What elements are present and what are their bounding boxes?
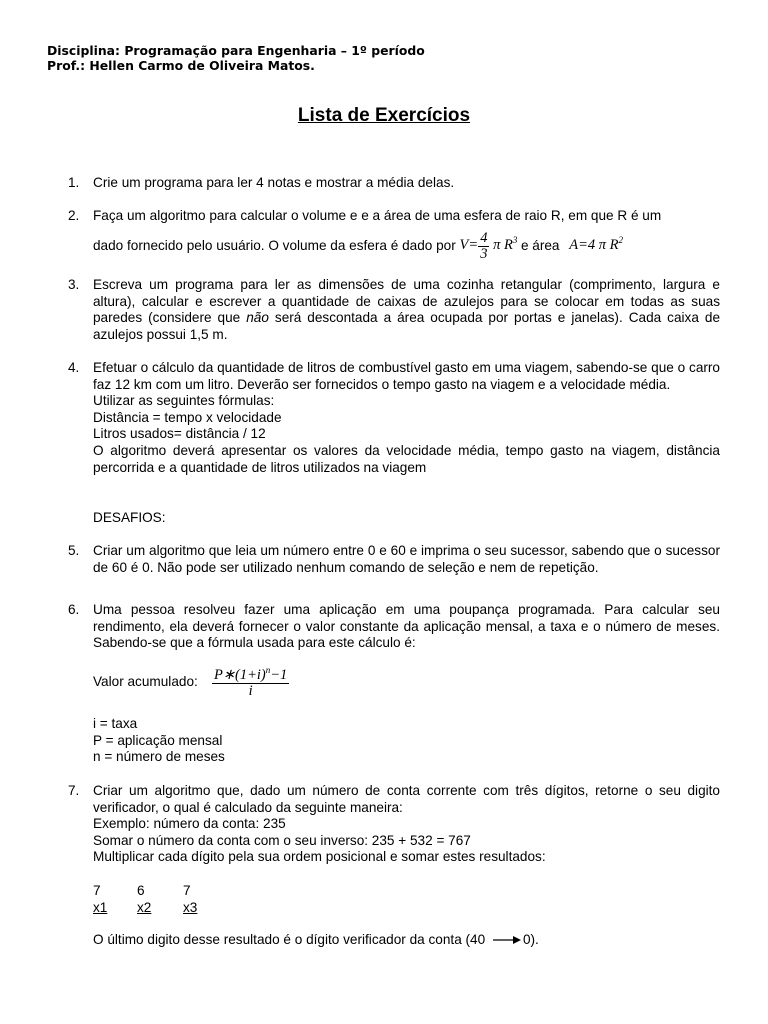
exercise-text: Faça um algoritmo para calcular o volume e e a área de uma esfera de raio R, em que R é um bbox=[93, 208, 662, 223]
exercise-3 bbox=[68, 277, 720, 343]
volume-formula: V= $\frac{4}{3}$ π $R^3$ bbox=[459, 229, 518, 262]
emphasis-text: não bbox=[246, 310, 269, 326]
exercise-text: Efetuar o cálculo da quantidade de litros de combustível gasto em uma viagem, sabendo-se que o carro faz 12 km com um litro. Deverão ser fornecidos o tempo gasto na viagem e a velocidade média. bbox=[93, 360, 720, 392]
sum-line: Somar o número da conta com o seu inverso: 235 + 532 = 767 bbox=[93, 832, 471, 848]
exercise-text: Escreva um programa para ler as dimensões de uma cozinha retangular (comprimento, largura e altura), calcular e escrever a quantidade de caixas de azulejos para se colocar em todas as suas paredes (considere que bbox=[93, 277, 720, 326]
exercise-1 bbox=[68, 175, 720, 192]
multiplier-3: x3 bbox=[183, 900, 198, 915]
exercise-text: Criar um algoritmo que, dado um número de conta corrente com três dígitos, retorne o seu digito verificador, o qual é calculado da seguinte maneira: bbox=[93, 783, 720, 815]
variable-list bbox=[93, 716, 225, 766]
formula-intro: Utilizar as seguintes fórmulas: bbox=[93, 393, 275, 409]
result-end: 0). bbox=[522, 932, 539, 947]
result-line bbox=[93, 932, 539, 949]
accumulated-formula: $\frac{P∗(1+i)^n-1}{i}$ bbox=[214, 665, 288, 699]
digit-table bbox=[93, 882, 293, 922]
course-header bbox=[47, 43, 425, 73]
exercise-text-end: será descontada a área ocupada por portas e janelas). Cada caixa de azulejos possui 1,5 m. bbox=[93, 310, 721, 342]
liters-formula: Litros usados= distância / 12 bbox=[93, 426, 266, 442]
exercise-text: Criar um algoritmo que leia um número entre 0 e 60 e imprima o seu sucessor, sabendo que o sucessor de 60 é 0. Não pode ser utilizado nenhum comando de seleção e nem de repetição. bbox=[93, 543, 720, 575]
exercise-number: 4. bbox=[68, 360, 80, 375]
challenges-heading: DESAFIOS: bbox=[93, 510, 166, 525]
output-requirement: O algoritmo deverá apresentar os valores da velocidade média, tempo gasto na viagem, distância percorrida e a quantidade de litros utilizados na viagem bbox=[93, 442, 720, 475]
variable-months: n = número de meses bbox=[93, 749, 225, 765]
exercise-text: Uma pessoa resolveu fazer uma aplicação em uma poupança programada. Para calcular seu rendimento, ela deverá fornecer o valor constante da aplicação mensal, a taxa e o número de meses. Sabendo-se que a fórmula usada para este cálculo é: bbox=[93, 602, 720, 651]
arrow-right-icon bbox=[492, 935, 522, 945]
exercise-text-cont: dado fornecido pelo usuário. O volume da esfera é dado por bbox=[93, 237, 456, 253]
area-formula: A=4 π $R^2$ bbox=[569, 235, 624, 254]
accumulated-label: Valor acumulado: bbox=[93, 674, 198, 689]
digit-3: 7 bbox=[183, 883, 191, 898]
exercise-text: Crie um programa para ler 4 notas e mostrar a média delas. bbox=[93, 175, 455, 190]
exercise-2 bbox=[68, 208, 720, 262]
exercise-number: 2. bbox=[68, 208, 80, 223]
result-text: O último digito desse resultado é o dígito verificador da conta (40 bbox=[93, 932, 486, 947]
distance-formula: Distância = tempo x velocidade bbox=[93, 409, 282, 425]
variable-rate: i = taxa bbox=[93, 716, 138, 731]
multiply-line: Multiplicar cada dígito pela sua ordem posicional e somar estes resultados: bbox=[93, 849, 546, 865]
exercise-5 bbox=[68, 543, 720, 576]
exercise-number: 3. bbox=[68, 277, 80, 292]
multiplier-2: x2 bbox=[137, 900, 152, 915]
digit-1: 7 bbox=[93, 883, 101, 898]
exercise-7 bbox=[68, 783, 720, 866]
title-text: Lista de Exercícios bbox=[297, 105, 471, 126]
digit-2: 6 bbox=[137, 883, 145, 898]
course-line: Disciplina: Programação para Engenharia – 1º período bbox=[47, 43, 425, 58]
area-label: e área bbox=[520, 237, 560, 253]
exercise-number: 1. bbox=[68, 175, 80, 190]
exercise-6 bbox=[68, 602, 720, 652]
professor-line: Prof.: Hellen Carmo de Oliveira Matos. bbox=[47, 58, 315, 73]
variable-principal: P = aplicação mensal bbox=[93, 732, 223, 748]
page-title bbox=[0, 105, 768, 127]
exercise-number: 5. bbox=[68, 543, 80, 558]
example-line: Exemplo: número da conta: 235 bbox=[93, 816, 286, 832]
exercise-number: 7. bbox=[68, 783, 80, 798]
multiplier-1: x1 bbox=[93, 900, 108, 915]
exercise-4 bbox=[68, 360, 720, 476]
exercise-number: 6. bbox=[68, 602, 80, 617]
